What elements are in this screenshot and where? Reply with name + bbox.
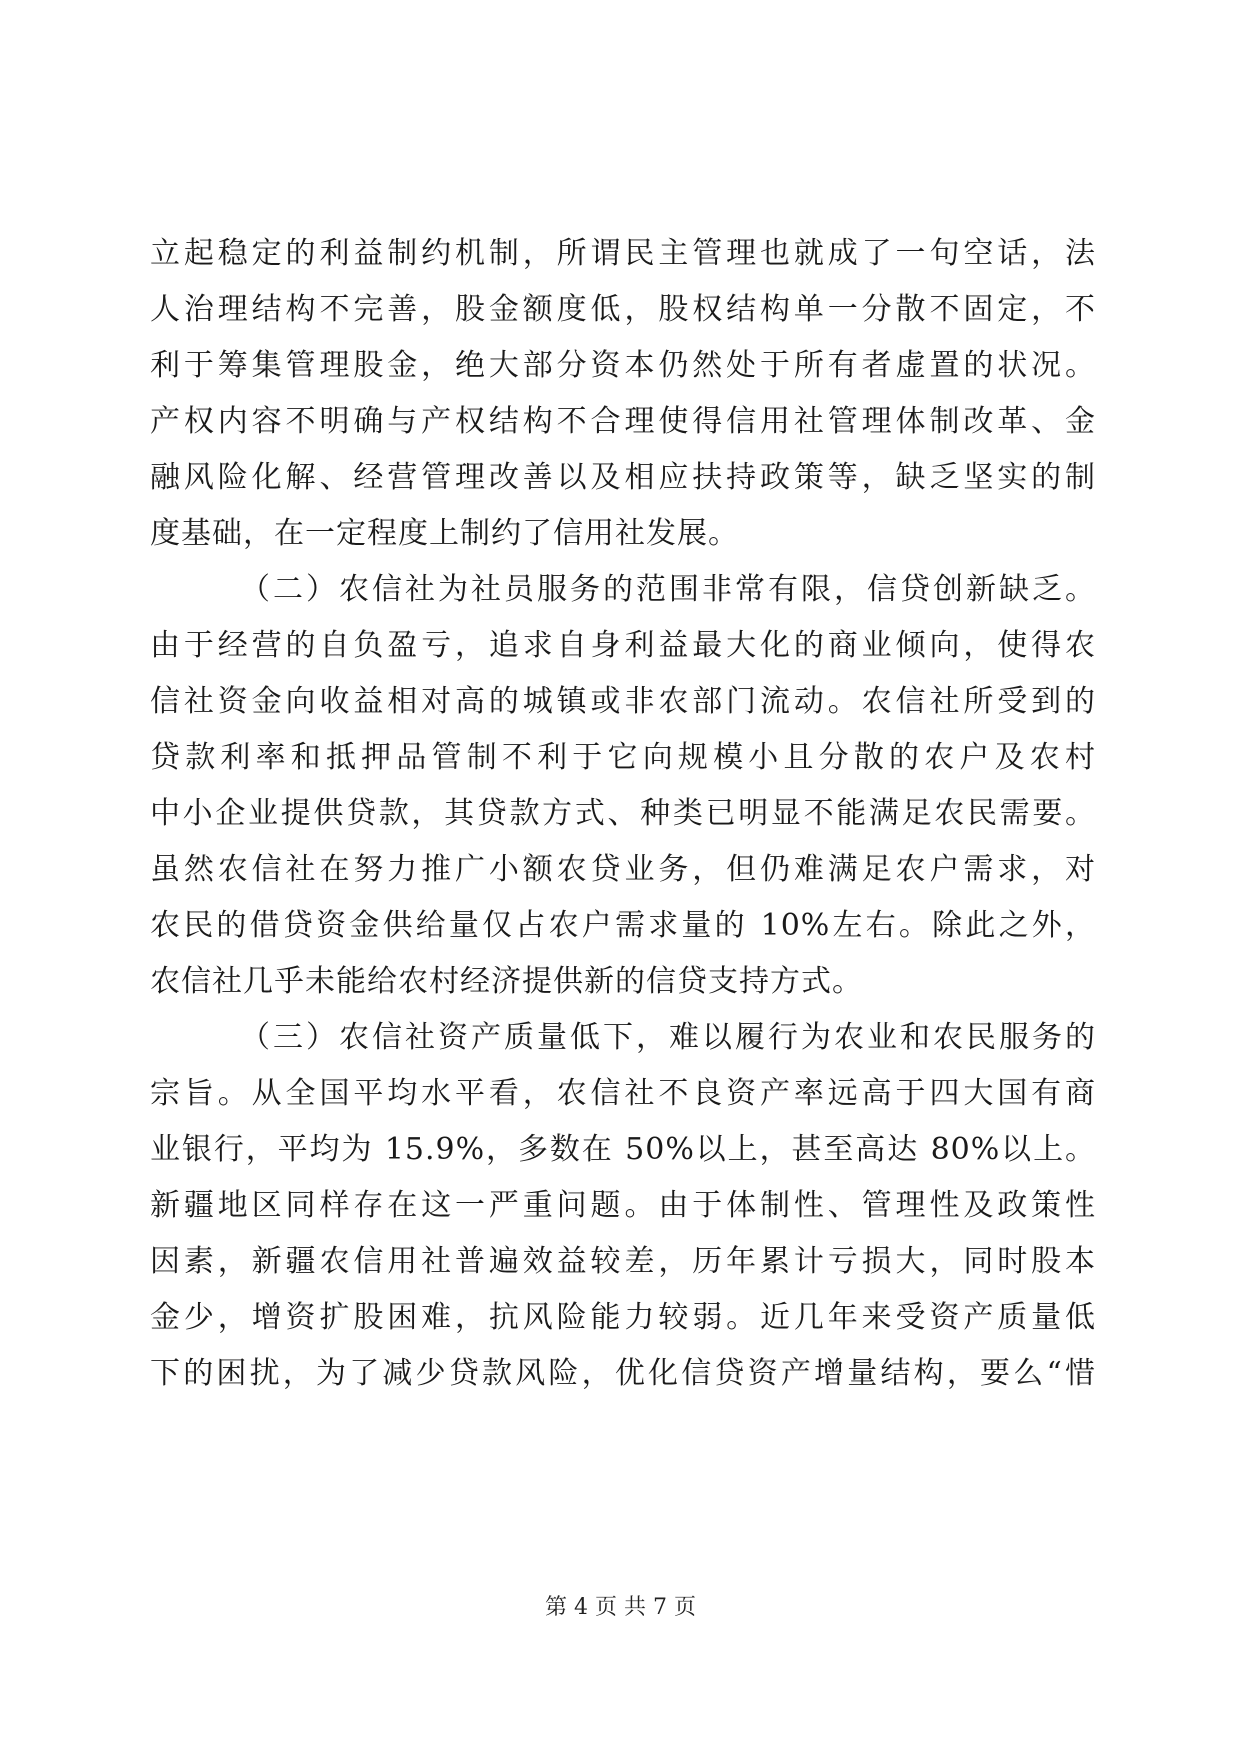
text-line: 农信社几乎未能给农村经济提供新的信贷支持方式。 — [150, 964, 863, 999]
text-line: 金少，增资扩股困难，抗风险能力较弱。近几年来受资产质量低 — [150, 1300, 1096, 1335]
text-line: 新疆地区同样存在这一严重问题。由于体制性、管理性及政策性 — [150, 1188, 1096, 1223]
text-line: 立起稳定的利益制约机制，所谓民主管理也就成了一句空话，法 — [150, 236, 1096, 271]
text-line: 度基础，在一定程度上制约了信用社发展。 — [150, 516, 739, 551]
text-line: 利于筹集管理股金，绝大部分资本仍然处于所有者虚置的状况。 — [150, 348, 1096, 383]
body-text — [150, 226, 1096, 1402]
text-line: 融风险化解、经营管理改善以及相应扶持政策等，缺乏坚实的制 — [150, 460, 1096, 495]
text-line: 宗旨。从全国平均水平看，农信社不良资产率远高于四大国有商 — [150, 1076, 1096, 1111]
text-line: 因素，新疆农信用社普遍效益较差，历年累计亏损大，同时股本 — [150, 1244, 1096, 1279]
text-line: 信社资金向收益相对高的城镇或非农部门流动。农信社所受到的 — [150, 684, 1096, 719]
text-line: 下的困扰，为了减少贷款风险，优化信贷资产增量结构，要么“惜 — [150, 1356, 1096, 1391]
text-line: 人治理结构不完善，股金额度低，股权结构单一分散不固定，不 — [150, 292, 1096, 327]
text-line: 由于经营的自负盈亏，追求自身利益最大化的商业倾向，使得农 — [150, 628, 1096, 663]
text-line: 农民的借贷资金供给量仅占农户需求量的 10%左右。除此之外， — [150, 908, 1096, 943]
text-line: 业银行，平均为 15.9%，多数在 50%以上，甚至高达 80%以上。 — [150, 1132, 1096, 1167]
section-heading-3: （三）农信社资产质量低下，难以履行为农业和农民服务的 — [240, 1020, 1096, 1055]
section-heading-2: （二）农信社为社员服务的范围非常有限，信贷创新缺乏。 — [240, 572, 1096, 607]
text-line: 虽然农信社在努力推广小额农贷业务，但仍难满足农户需求，对 — [150, 852, 1096, 887]
text-line: 产权内容不明确与产权结构不合理使得信用社管理体制改革、金 — [150, 404, 1096, 439]
text-line: 贷款利率和抵押品管制不利于它向规模小且分散的农户及农村 — [150, 740, 1096, 775]
text-line: 中小企业提供贷款，其贷款方式、种类已明显不能满足农民需要。 — [150, 796, 1096, 831]
page-number-footer: 第 4 页 共 7 页 — [545, 1595, 696, 1620]
